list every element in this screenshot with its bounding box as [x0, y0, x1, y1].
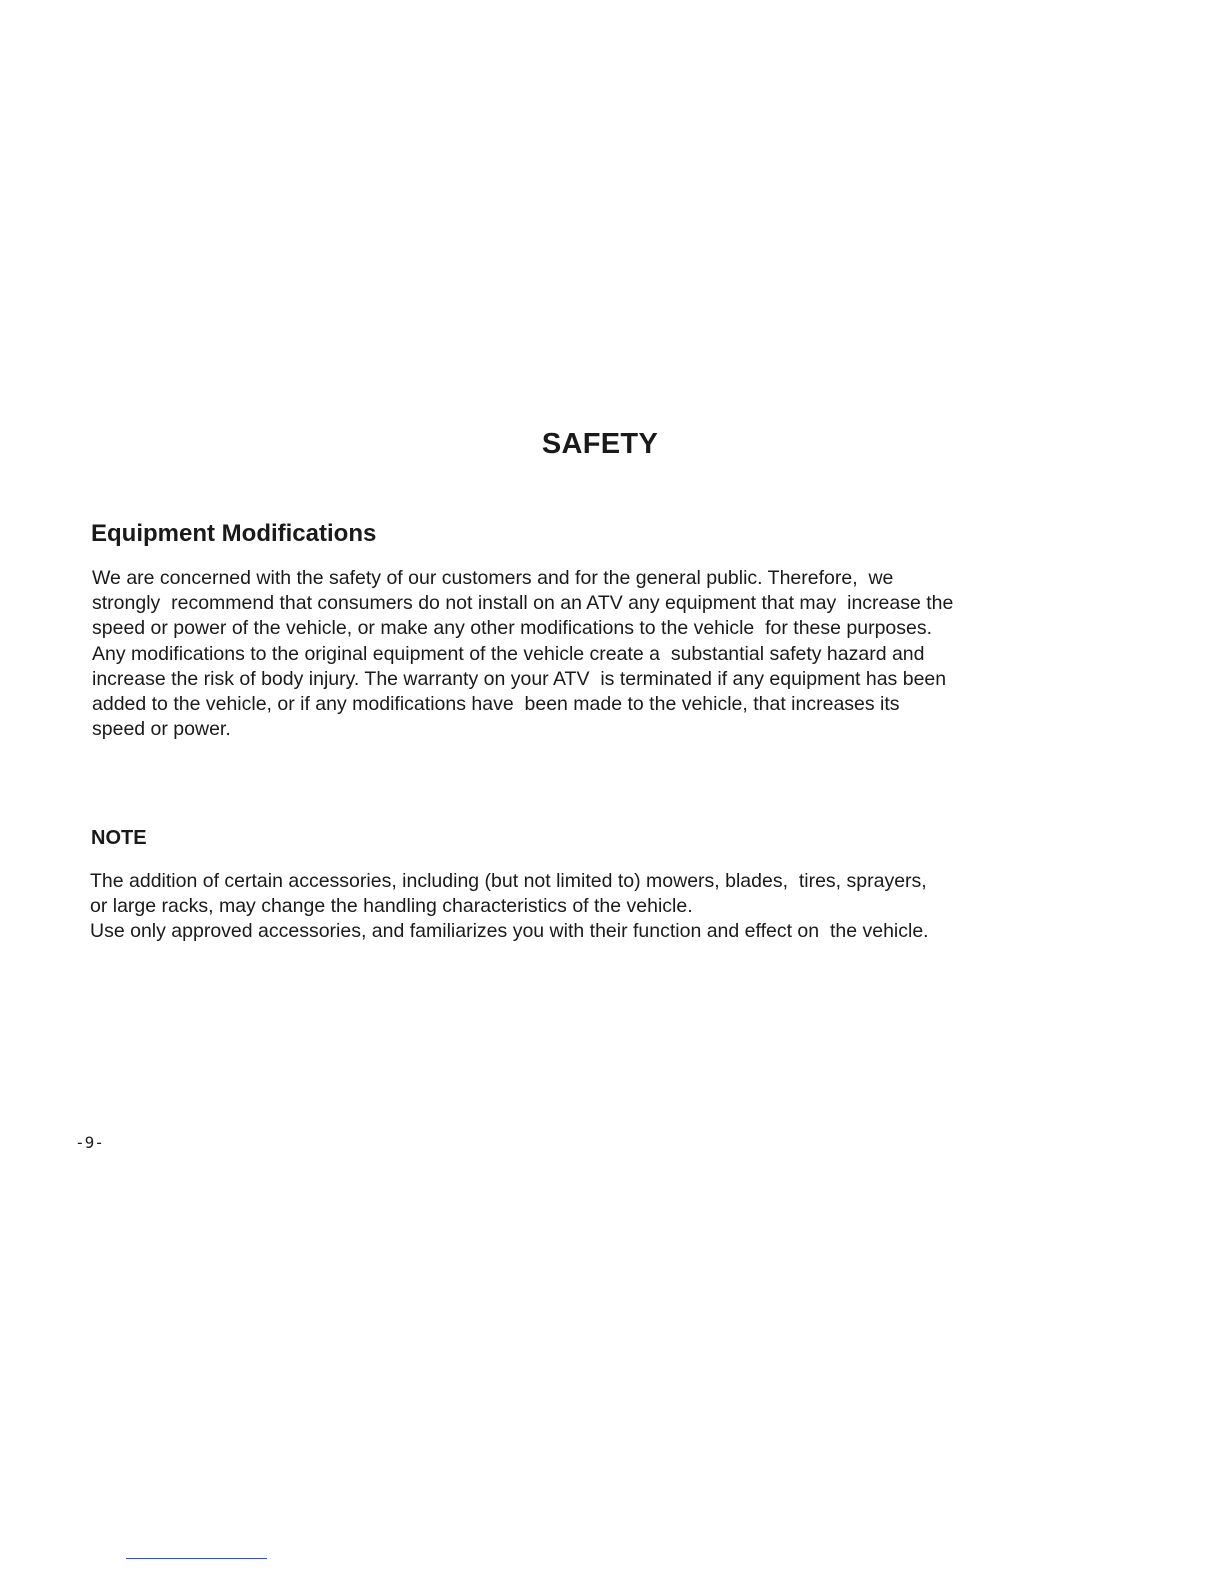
note-paragraph — [90, 869, 1150, 945]
paragraph-line: Any modifications to the original equipment of the vehicle create a substantial safety hazard and — [92, 642, 925, 665]
note-line: or large racks, may change the handling characteristics of the vehicle. — [90, 895, 693, 918]
page-number: -9- — [75, 1133, 104, 1152]
paragraph-line: speed or power of the vehicle, or make any other modifications to the vehicle for these purposes. — [92, 617, 933, 640]
equipment-modifications-paragraph — [92, 566, 1152, 742]
note-line: Use only approved accessories, and familiarizes you with their function and effect on the vehicle. — [90, 920, 929, 943]
page-title: SAFETY — [541, 428, 659, 460]
paragraph-line: We are concerned with the safety of our customers and for the general public. Therefore, we — [92, 567, 894, 589]
paragraph-line: speed or power. — [92, 718, 231, 741]
section-heading-equipment-modifications: Equipment Modifications — [91, 520, 377, 547]
note-heading: NOTE — [91, 827, 147, 849]
note-line: The addition of certain accessories, including (but not limited to) mowers, blades, tires, sprayers, — [90, 870, 927, 892]
paragraph-line: increase the risk of body injury. The warranty on your ATV is terminated if any equipment has been — [92, 667, 947, 690]
paragraph-line: strongly recommend that consumers do not install on an ATV any equipment that may increase the — [92, 592, 954, 615]
paragraph-line: added to the vehicle, or if any modifications have been made to the vehicle, that increases its — [92, 693, 900, 716]
footer-rule — [126, 1558, 267, 1559]
